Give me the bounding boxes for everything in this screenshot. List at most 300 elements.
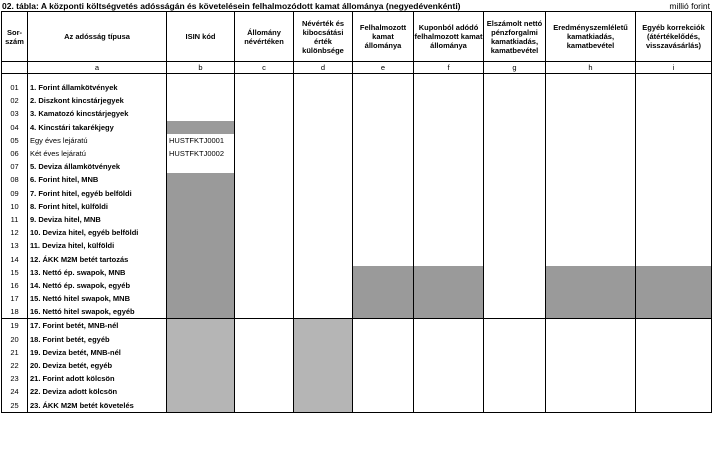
cell-i (636, 319, 712, 333)
cell-g (484, 346, 546, 359)
header-e: Felhalmozott kamat állománya (353, 12, 414, 62)
cell-h (546, 107, 636, 120)
isin-cell (167, 94, 235, 107)
isin-cell (167, 359, 235, 372)
cell-f (414, 239, 484, 252)
cell-f (414, 121, 484, 134)
cell-i (636, 239, 712, 252)
cell-i (636, 213, 712, 226)
cell-d (294, 239, 353, 252)
row-label: 16. Nettó hitel swapok, egyéb (28, 305, 167, 319)
cell-f (414, 292, 484, 305)
cell-f (414, 160, 484, 173)
cell-e (353, 147, 414, 160)
cell-h (546, 252, 636, 265)
cell-e (353, 399, 414, 413)
cell-g (484, 333, 546, 346)
cell-g (484, 147, 546, 160)
row-label: 3. Kamatozó kincstárjegyek (28, 107, 167, 120)
cell-i (636, 226, 712, 239)
row-label: 5. Deviza államkötvények (28, 160, 167, 173)
cell-d (294, 147, 353, 160)
cell-f (414, 279, 484, 292)
cell-e (353, 226, 414, 239)
cell-e (353, 200, 414, 213)
cell-f (414, 94, 484, 107)
table-row (2, 333, 712, 346)
cell-c (235, 346, 294, 359)
cell-f (414, 81, 484, 94)
cell-e (353, 239, 414, 252)
cell-f (414, 187, 484, 200)
row-label: 7. Forint hitel, egyéb belföldi (28, 187, 167, 200)
letter-g: g (484, 62, 546, 74)
header-f: Kuponból adódó felhalmozott kamat állománya (414, 12, 484, 62)
cell-h (546, 134, 636, 147)
cell-f (414, 319, 484, 333)
row-label: 13. Nettó ép. swapok, MNB (28, 266, 167, 279)
cell-c (235, 292, 294, 305)
isin-cell (167, 399, 235, 413)
cell-h (546, 319, 636, 333)
cell-d (294, 305, 353, 319)
cell-i (636, 292, 712, 305)
cell-c (235, 200, 294, 213)
cell-f (414, 173, 484, 186)
cell-e (353, 333, 414, 346)
cell-i (636, 121, 712, 134)
table-row (2, 292, 712, 305)
cell-d (294, 107, 353, 120)
cell-h (546, 266, 636, 279)
letter-f: f (414, 62, 484, 74)
cell-f (414, 107, 484, 120)
table-row (2, 213, 712, 226)
cell-h (546, 385, 636, 398)
row-label: 23. ÁKK M2M betét követelés (28, 399, 167, 413)
cell-g (484, 213, 546, 226)
row-number: 04 (2, 121, 28, 134)
isin-cell (167, 81, 235, 94)
cell-i (636, 187, 712, 200)
table-row (2, 81, 712, 94)
table-row (2, 94, 712, 107)
cell-h (546, 279, 636, 292)
row-number: 09 (2, 187, 28, 200)
cell-d (294, 81, 353, 94)
cell-f (414, 147, 484, 160)
cell-f (414, 399, 484, 413)
cell-i (636, 147, 712, 160)
header-c: Állomány névértéken (235, 12, 294, 62)
cell-c (235, 147, 294, 160)
isin-cell (167, 346, 235, 359)
cell-i (636, 305, 712, 319)
cell-d (294, 121, 353, 134)
table-row (2, 226, 712, 239)
cell-g (484, 252, 546, 265)
cell-d (294, 200, 353, 213)
row-label: 15. Nettó hitel swapok, MNB (28, 292, 167, 305)
cell-i (636, 173, 712, 186)
cell-d (294, 385, 353, 398)
cell-h (546, 399, 636, 413)
row-label: 20. Deviza betét, egyéb (28, 359, 167, 372)
cell-g (484, 385, 546, 398)
row-number: 13 (2, 239, 28, 252)
cell-g (484, 94, 546, 107)
interest-table (1, 11, 712, 413)
isin-cell (167, 372, 235, 385)
row-number: 11 (2, 213, 28, 226)
table-row (2, 160, 712, 173)
cell-d (294, 160, 353, 173)
cell-h (546, 346, 636, 359)
isin-cell (167, 239, 235, 252)
cell-g (484, 305, 546, 319)
cell-i (636, 279, 712, 292)
table-row (2, 359, 712, 372)
cell-g (484, 187, 546, 200)
isin-cell (167, 292, 235, 305)
cell-g (484, 134, 546, 147)
row-label: 10. Deviza hitel, egyéb belföldi (28, 226, 167, 239)
cell-e (353, 173, 414, 186)
cell-e (353, 134, 414, 147)
cell-c (235, 359, 294, 372)
cell-g (484, 226, 546, 239)
cell-e (353, 359, 414, 372)
row-number: 24 (2, 385, 28, 398)
cell-g (484, 399, 546, 413)
cell-i (636, 359, 712, 372)
row-label: Egy éves lejáratú (28, 134, 167, 147)
header-i: Egyéb korrekciók (átértékelődés, visszavásárlás) (636, 12, 712, 62)
isin-cell (167, 160, 235, 173)
row-number: 14 (2, 252, 28, 265)
header-tipus: Az adósság típusa (28, 12, 167, 62)
isin-cell: HUSTFKTJ0001 (167, 134, 235, 147)
cell-g (484, 292, 546, 305)
row-number: 20 (2, 333, 28, 346)
cell-d (294, 134, 353, 147)
isin-cell (167, 226, 235, 239)
cell-h (546, 187, 636, 200)
cell-d (294, 213, 353, 226)
cell-h (546, 239, 636, 252)
cell-d (294, 292, 353, 305)
cell-h (546, 121, 636, 134)
row-label: 9. Deviza hitel, MNB (28, 213, 167, 226)
cell-e (353, 107, 414, 120)
cell-e (353, 81, 414, 94)
cell-c (235, 187, 294, 200)
cell-i (636, 200, 712, 213)
row-label: 1. Forint államkötvények (28, 81, 167, 94)
row-number: 01 (2, 81, 28, 94)
cell-f (414, 305, 484, 319)
cell-h (546, 147, 636, 160)
table-row (2, 319, 712, 333)
cell-i (636, 346, 712, 359)
table-title: 02. tábla: A központi költségvetés adósságán és követelésein felhalmozódott kamat állománya (negyedévenkénti) (2, 1, 461, 11)
cell-i (636, 160, 712, 173)
row-label: 21. Forint adott kölcsön (28, 372, 167, 385)
cell-c (235, 107, 294, 120)
row-label: 4. Kincstári takarékjegy (28, 121, 167, 134)
row-number: 21 (2, 346, 28, 359)
cell-h (546, 200, 636, 213)
cell-c (235, 385, 294, 398)
isin-cell (167, 187, 235, 200)
row-number: 10 (2, 200, 28, 213)
cell-f (414, 385, 484, 398)
isin-cell (167, 213, 235, 226)
row-label: 17. Forint betét, MNB-nél (28, 319, 167, 333)
row-number: 15 (2, 266, 28, 279)
cell-i (636, 399, 712, 413)
letter-blank (2, 62, 28, 74)
cell-e (353, 121, 414, 134)
cell-e (353, 292, 414, 305)
cell-f (414, 252, 484, 265)
cell-h (546, 305, 636, 319)
row-label: 22. Deviza adott kölcsön (28, 385, 167, 398)
cell-e (353, 266, 414, 279)
table-row (2, 134, 712, 147)
cell-i (636, 107, 712, 120)
cell-g (484, 81, 546, 94)
cell-i (636, 134, 712, 147)
cell-c (235, 372, 294, 385)
table-row (2, 239, 712, 252)
table-row (2, 173, 712, 186)
cell-c (235, 134, 294, 147)
cell-e (353, 252, 414, 265)
row-label: 11. Deviza hitel, külföldi (28, 239, 167, 252)
header-g: Elszámolt nettó pénzforgalmi kamatkiadás, kamatbevétel (484, 12, 546, 62)
cell-h (546, 226, 636, 239)
isin-cell (167, 279, 235, 292)
table-row (2, 107, 712, 120)
cell-c (235, 226, 294, 239)
letter-row (2, 62, 712, 74)
cell-d (294, 372, 353, 385)
row-number: 22 (2, 359, 28, 372)
isin-cell (167, 305, 235, 319)
cell-g (484, 372, 546, 385)
cell-g (484, 319, 546, 333)
cell-h (546, 160, 636, 173)
row-label: Két éves lejáratú (28, 147, 167, 160)
cell-c (235, 252, 294, 265)
cell-c (235, 333, 294, 346)
cell-i (636, 372, 712, 385)
letter-b: b (167, 62, 235, 74)
cell-e (353, 372, 414, 385)
row-label: 19. Deviza betét, MNB-nél (28, 346, 167, 359)
isin-cell (167, 200, 235, 213)
spacer-row (2, 74, 712, 82)
cell-c (235, 173, 294, 186)
cell-c (235, 279, 294, 292)
cell-e (353, 94, 414, 107)
isin-cell (167, 319, 235, 333)
cell-h (546, 81, 636, 94)
cell-f (414, 333, 484, 346)
header-row (2, 12, 712, 62)
cell-c (235, 94, 294, 107)
letter-e: e (353, 62, 414, 74)
cell-d (294, 94, 353, 107)
cell-c (235, 121, 294, 134)
cell-f (414, 200, 484, 213)
cell-d (294, 187, 353, 200)
isin-cell: HUSTFKTJ0002 (167, 147, 235, 160)
row-label: 18. Forint betét, egyéb (28, 333, 167, 346)
cell-f (414, 226, 484, 239)
cell-g (484, 160, 546, 173)
letter-c: c (235, 62, 294, 74)
cell-g (484, 173, 546, 186)
cell-e (353, 305, 414, 319)
letter-a: a (28, 62, 167, 74)
row-label: 6. Forint hitel, MNB (28, 173, 167, 186)
row-label: 2. Diszkont kincstárjegyek (28, 94, 167, 107)
cell-h (546, 292, 636, 305)
cell-d (294, 319, 353, 333)
table-row (2, 399, 712, 413)
isin-cell (167, 121, 235, 134)
cell-h (546, 94, 636, 107)
cell-c (235, 213, 294, 226)
isin-cell (167, 385, 235, 398)
cell-i (636, 333, 712, 346)
row-number: 08 (2, 173, 28, 186)
cell-f (414, 266, 484, 279)
isin-cell (167, 107, 235, 120)
table-row (2, 372, 712, 385)
cell-g (484, 266, 546, 279)
cell-d (294, 173, 353, 186)
cell-e (353, 160, 414, 173)
table-row (2, 187, 712, 200)
cell-h (546, 173, 636, 186)
row-number: 16 (2, 279, 28, 292)
cell-d (294, 252, 353, 265)
row-number: 19 (2, 319, 28, 333)
cell-d (294, 279, 353, 292)
cell-g (484, 239, 546, 252)
cell-c (235, 305, 294, 319)
cell-e (353, 319, 414, 333)
cell-i (636, 81, 712, 94)
isin-cell (167, 252, 235, 265)
cell-g (484, 121, 546, 134)
table-body (2, 74, 712, 413)
table-row (2, 385, 712, 398)
cell-e (353, 279, 414, 292)
row-number: 23 (2, 372, 28, 385)
isin-cell (167, 173, 235, 186)
header-sorszam: Sor-szám (2, 12, 28, 62)
cell-d (294, 359, 353, 372)
row-number: 25 (2, 399, 28, 413)
cell-d (294, 226, 353, 239)
table-row (2, 346, 712, 359)
cell-d (294, 266, 353, 279)
unit-label: millió forint (669, 1, 710, 11)
cell-e (353, 346, 414, 359)
cell-e (353, 213, 414, 226)
row-number: 05 (2, 134, 28, 147)
cell-e (353, 385, 414, 398)
cell-h (546, 213, 636, 226)
header-d: Névérték és kibocsátási érték különbsége (294, 12, 353, 62)
cell-c (235, 81, 294, 94)
header-isin: ISIN kód (167, 12, 235, 62)
cell-f (414, 213, 484, 226)
cell-f (414, 134, 484, 147)
row-number: 03 (2, 107, 28, 120)
cell-h (546, 359, 636, 372)
header-h: Eredményszemléletű kamatkiadás, kamatbevétel (546, 12, 636, 62)
cell-c (235, 239, 294, 252)
table-row (2, 266, 712, 279)
table-row (2, 200, 712, 213)
cell-f (414, 346, 484, 359)
cell-f (414, 372, 484, 385)
letter-d: d (294, 62, 353, 74)
cell-i (636, 252, 712, 265)
row-number: 07 (2, 160, 28, 173)
cell-i (636, 385, 712, 398)
table-row (2, 252, 712, 265)
cell-i (636, 266, 712, 279)
cell-d (294, 399, 353, 413)
table-row (2, 147, 712, 160)
isin-cell (167, 333, 235, 346)
row-label: 14. Nettó ép. swapok, egyéb (28, 279, 167, 292)
cell-c (235, 266, 294, 279)
cell-c (235, 399, 294, 413)
cell-g (484, 279, 546, 292)
cell-c (235, 160, 294, 173)
letter-i: i (636, 62, 712, 74)
row-label: 8. Forint hitel, külföldi (28, 200, 167, 213)
row-number: 12 (2, 226, 28, 239)
cell-h (546, 333, 636, 346)
cell-g (484, 359, 546, 372)
cell-d (294, 346, 353, 359)
cell-i (636, 94, 712, 107)
isin-cell (167, 266, 235, 279)
row-label: 12. ÁKK M2M betét tartozás (28, 252, 167, 265)
row-number: 06 (2, 147, 28, 160)
cell-g (484, 107, 546, 120)
cell-h (546, 372, 636, 385)
cell-e (353, 187, 414, 200)
row-number: 17 (2, 292, 28, 305)
cell-c (235, 319, 294, 333)
cell-d (294, 333, 353, 346)
cell-g (484, 200, 546, 213)
letter-h: h (546, 62, 636, 74)
row-number: 18 (2, 305, 28, 319)
table-row (2, 279, 712, 292)
row-number: 02 (2, 94, 28, 107)
cell-f (414, 359, 484, 372)
